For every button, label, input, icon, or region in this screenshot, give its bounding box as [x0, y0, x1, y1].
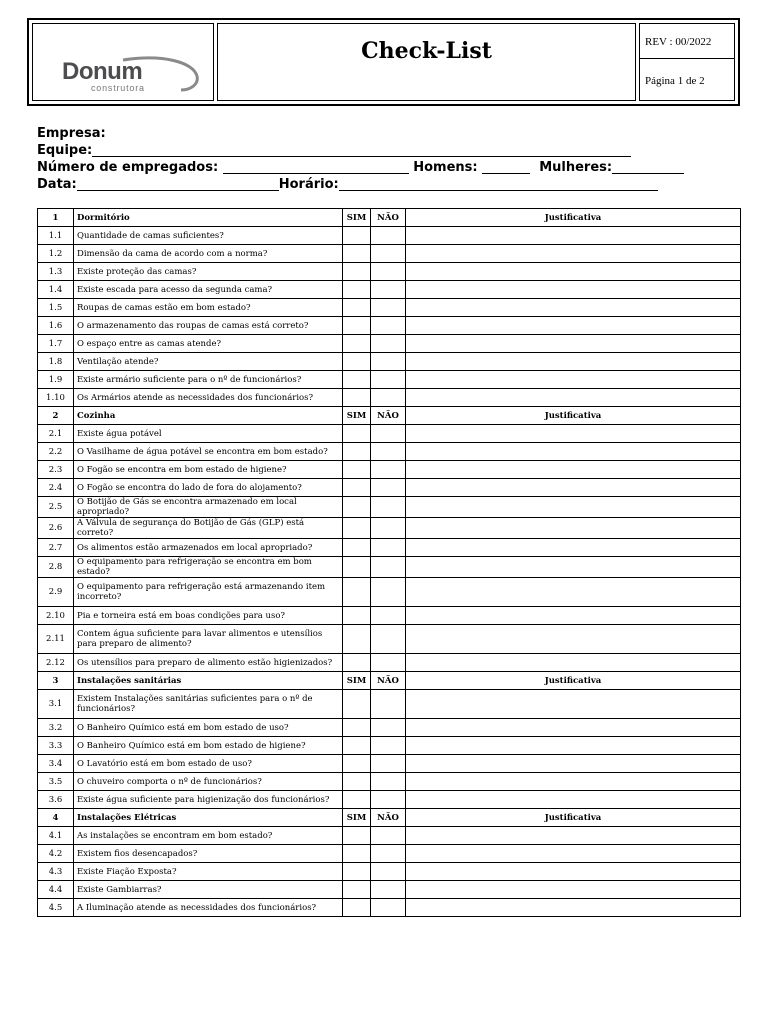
item-number: 1.9 — [38, 371, 74, 389]
table-row — [38, 518, 741, 539]
table-row — [38, 654, 741, 672]
table-row — [38, 281, 741, 299]
item-question: Existe água potável — [74, 425, 343, 443]
item-question: Os Armários atende as necessidades dos funcionários? — [74, 389, 343, 407]
blank-homens[interactable] — [482, 161, 530, 174]
document-header — [27, 18, 740, 106]
col-nao-header: NÃO — [371, 809, 406, 827]
nao-cell[interactable] — [371, 263, 406, 281]
item-question: Existe Fiação Exposta? — [74, 863, 343, 881]
item-number: 1.6 — [38, 317, 74, 335]
table-row — [38, 245, 741, 263]
table-row — [38, 557, 741, 578]
col-sim-header: SIM — [343, 809, 371, 827]
table-row — [38, 719, 741, 737]
nao-cell[interactable] — [371, 690, 406, 719]
justificativa-cell[interactable] — [406, 353, 741, 371]
justificativa-cell[interactable] — [406, 827, 741, 845]
col-nao-header: NÃO — [371, 209, 406, 227]
sim-cell[interactable] — [343, 299, 371, 317]
section-title: Instalações Elétricas — [74, 809, 343, 827]
label-num-empregados: Número de empregados: — [37, 160, 219, 175]
sim-cell[interactable] — [343, 557, 371, 578]
justificativa-cell[interactable] — [406, 899, 741, 917]
item-number: 1.3 — [38, 263, 74, 281]
label-homens: Homens: — [413, 160, 478, 175]
justificativa-cell[interactable] — [406, 443, 741, 461]
justificativa-cell[interactable] — [406, 755, 741, 773]
blank-data[interactable] — [77, 178, 279, 191]
item-question: Dimensão da cama de acordo com a norma? — [74, 245, 343, 263]
nao-cell[interactable] — [371, 755, 406, 773]
col-nao-header: NÃO — [371, 407, 406, 425]
item-question: As instalações se encontram em bom estado? — [74, 827, 343, 845]
nao-cell[interactable] — [371, 389, 406, 407]
item-question: O Vasilhame de água potável se encontra em bom estado? — [74, 443, 343, 461]
item-number: 1.4 — [38, 281, 74, 299]
item-question: A Iluminação atende as necessidades dos funcionários? — [74, 899, 343, 917]
table-row — [38, 425, 741, 443]
header-meta — [639, 23, 735, 101]
nao-cell[interactable] — [371, 863, 406, 881]
nao-cell[interactable] — [371, 371, 406, 389]
justificativa-cell[interactable] — [406, 539, 741, 557]
section-number: 3 — [38, 672, 74, 690]
item-number: 3.2 — [38, 719, 74, 737]
justificativa-cell[interactable] — [406, 263, 741, 281]
nao-cell[interactable] — [371, 899, 406, 917]
item-question: O Banheiro Químico está em bom estado de uso? — [74, 719, 343, 737]
table-row — [38, 443, 741, 461]
item-question: O equipamento para refrigeração está armazenando item incorreto? — [74, 578, 343, 607]
table-row — [38, 899, 741, 917]
label-equipe: Equipe: — [37, 143, 93, 158]
item-question: O Banheiro Químico está em bom estado de higiene? — [74, 737, 343, 755]
item-question: Existem Instalações sanitárias suficientes para o nº de funcionários? — [74, 690, 343, 719]
table-row — [38, 737, 741, 755]
col-justificativa-header: Justificativa — [406, 809, 741, 827]
item-number: 3.4 — [38, 755, 74, 773]
col-sim-header: SIM — [343, 209, 371, 227]
table-row — [38, 389, 741, 407]
sim-cell[interactable] — [343, 389, 371, 407]
justificativa-cell[interactable] — [406, 299, 741, 317]
label-data: Data: — [37, 177, 77, 192]
item-number: 1.5 — [38, 299, 74, 317]
form-fields — [37, 125, 684, 193]
justificativa-cell[interactable] — [406, 557, 741, 578]
nao-cell[interactable] — [371, 335, 406, 353]
item-question: O Lavatório está em bom estado de uso? — [74, 755, 343, 773]
item-question: Contem água suficiente para lavar alimentos e utensílios para preparo de alimento? — [74, 625, 343, 654]
item-number: 4.4 — [38, 881, 74, 899]
label-horario: Horário: — [278, 177, 339, 192]
nao-cell[interactable] — [371, 227, 406, 245]
table-row — [38, 773, 741, 791]
section-header-row — [38, 407, 741, 425]
table-row — [38, 690, 741, 719]
table-row — [38, 497, 741, 518]
justificativa-cell[interactable] — [406, 690, 741, 719]
justificativa-cell[interactable] — [406, 625, 741, 654]
nao-cell[interactable] — [371, 719, 406, 737]
justificativa-cell[interactable] — [406, 281, 741, 299]
item-question: O espaço entre as camas atende? — [74, 335, 343, 353]
justificativa-cell[interactable] — [406, 607, 741, 625]
section-header-row — [38, 809, 741, 827]
nao-cell[interactable] — [371, 317, 406, 335]
item-question: Ventilação atende? — [74, 353, 343, 371]
justificativa-cell[interactable] — [406, 791, 741, 809]
blank-horario[interactable] — [339, 178, 658, 191]
sim-cell[interactable] — [343, 607, 371, 625]
item-question: O Botijão de Gás se encontra armazenado em local apropriado? — [74, 497, 343, 518]
sim-cell[interactable] — [343, 755, 371, 773]
item-number: 2.9 — [38, 578, 74, 607]
section-header-row — [38, 209, 741, 227]
table-row — [38, 539, 741, 557]
item-number: 2.4 — [38, 479, 74, 497]
nao-cell[interactable] — [371, 881, 406, 899]
nao-cell[interactable] — [371, 827, 406, 845]
nao-cell[interactable] — [371, 773, 406, 791]
justificativa-cell[interactable] — [406, 425, 741, 443]
section-title: Instalações sanitárias — [74, 672, 343, 690]
table-row — [38, 461, 741, 479]
field-empresa[interactable] — [37, 125, 684, 142]
label-mulheres: Mulheres: — [539, 160, 613, 175]
item-number: 2.3 — [38, 461, 74, 479]
nao-cell[interactable] — [371, 845, 406, 863]
justificativa-cell[interactable] — [406, 518, 741, 539]
justificativa-cell[interactable] — [406, 389, 741, 407]
item-number: 2.7 — [38, 539, 74, 557]
nao-cell[interactable] — [371, 299, 406, 317]
sim-cell[interactable] — [343, 539, 371, 557]
item-question: Existe Gambiarras? — [74, 881, 343, 899]
nao-cell[interactable] — [371, 518, 406, 539]
nao-cell[interactable] — [371, 737, 406, 755]
item-number: 4.2 — [38, 845, 74, 863]
item-number: 4.5 — [38, 899, 74, 917]
item-question: Existe proteção das camas? — [74, 263, 343, 281]
col-justificativa-header: Justificativa — [406, 209, 741, 227]
justificativa-cell[interactable] — [406, 845, 741, 863]
justificativa-cell[interactable] — [406, 317, 741, 335]
checklist-table — [37, 208, 741, 917]
sim-cell[interactable] — [343, 654, 371, 672]
sim-cell[interactable] — [343, 791, 371, 809]
table-row — [38, 625, 741, 654]
sim-cell[interactable] — [343, 719, 371, 737]
sim-cell[interactable] — [343, 773, 371, 791]
field-date-time[interactable] — [37, 176, 684, 193]
nao-cell[interactable] — [371, 654, 406, 672]
sim-cell[interactable] — [343, 497, 371, 518]
table-row — [38, 845, 741, 863]
col-justificativa-header: Justificativa — [406, 672, 741, 690]
label-empresa: Empresa: — [37, 126, 106, 141]
item-number: 2.11 — [38, 625, 74, 654]
item-question: A Válvula de segurança do Botijão de Gás (GLP) está correto? — [74, 518, 343, 539]
blank-mulheres[interactable] — [612, 161, 684, 174]
blank-equipe[interactable] — [92, 144, 631, 157]
blank-num-empregados[interactable] — [223, 161, 409, 174]
nao-cell[interactable] — [371, 578, 406, 607]
sim-cell[interactable] — [343, 317, 371, 335]
table-row — [38, 881, 741, 899]
sim-cell[interactable] — [343, 899, 371, 917]
justificativa-cell[interactable] — [406, 881, 741, 899]
item-question: Os alimentos estão armazenados em local apropriado? — [74, 539, 343, 557]
sim-cell[interactable] — [343, 371, 371, 389]
sim-cell[interactable] — [343, 281, 371, 299]
item-question: Pia e torneira está em boas condições para uso? — [74, 607, 343, 625]
justificativa-cell[interactable] — [406, 863, 741, 881]
item-number: 1.1 — [38, 227, 74, 245]
section-number: 1 — [38, 209, 74, 227]
sim-cell[interactable] — [343, 263, 371, 281]
col-nao-header: NÃO — [371, 672, 406, 690]
table-row — [38, 227, 741, 245]
col-sim-header: SIM — [343, 407, 371, 425]
table-row — [38, 263, 741, 281]
sim-cell[interactable] — [343, 518, 371, 539]
sim-cell[interactable] — [343, 227, 371, 245]
sim-cell[interactable] — [343, 737, 371, 755]
table-row — [38, 607, 741, 625]
section-number: 4 — [38, 809, 74, 827]
item-number: 2.6 — [38, 518, 74, 539]
item-question: O equipamento para refrigeração se encontra em bom estado? — [74, 557, 343, 578]
justificativa-cell[interactable] — [406, 461, 741, 479]
sim-cell[interactable] — [343, 625, 371, 654]
table-row — [38, 299, 741, 317]
item-number: 2.10 — [38, 607, 74, 625]
field-employees[interactable] — [37, 159, 684, 176]
sim-cell[interactable] — [343, 479, 371, 497]
justificativa-cell[interactable] — [406, 497, 741, 518]
item-number: 2.5 — [38, 497, 74, 518]
section-title: Cozinha — [74, 407, 343, 425]
item-question: Quantidade de camas suficientes? — [74, 227, 343, 245]
justificativa-cell[interactable] — [406, 719, 741, 737]
table-row — [38, 353, 741, 371]
justificativa-cell[interactable] — [406, 578, 741, 607]
nao-cell[interactable] — [371, 461, 406, 479]
table-row — [38, 755, 741, 773]
nao-cell[interactable] — [371, 557, 406, 578]
logo-subtitle: construtora — [91, 83, 145, 93]
table-row — [38, 335, 741, 353]
table-row — [38, 317, 741, 335]
table-row — [38, 479, 741, 497]
item-number: 1.2 — [38, 245, 74, 263]
item-question: Existe escada para acesso da segunda cama? — [74, 281, 343, 299]
nao-cell[interactable] — [371, 353, 406, 371]
nao-cell[interactable] — [371, 281, 406, 299]
nao-cell[interactable] — [371, 497, 406, 518]
nao-cell[interactable] — [371, 625, 406, 654]
nao-cell[interactable] — [371, 539, 406, 557]
revision-label: REV : 00/2022 — [639, 23, 735, 59]
sim-cell[interactable] — [343, 425, 371, 443]
table-row — [38, 863, 741, 881]
logo-box — [32, 23, 214, 101]
item-question: Roupas de camas estão em bom estado? — [74, 299, 343, 317]
item-number: 1.10 — [38, 389, 74, 407]
sim-cell[interactable] — [343, 881, 371, 899]
item-question: O chuveiro comporta o nº de funcionários? — [74, 773, 343, 791]
table-row — [38, 791, 741, 809]
justificativa-cell[interactable] — [406, 479, 741, 497]
sim-cell[interactable] — [343, 845, 371, 863]
sim-cell[interactable] — [343, 827, 371, 845]
nao-cell[interactable] — [371, 791, 406, 809]
nao-cell[interactable] — [371, 607, 406, 625]
item-number: 3.6 — [38, 791, 74, 809]
table-row — [38, 371, 741, 389]
item-question: O Fogão se encontra do lado de fora do alojamento? — [74, 479, 343, 497]
sim-cell[interactable] — [343, 461, 371, 479]
nao-cell[interactable] — [371, 425, 406, 443]
nao-cell[interactable] — [371, 443, 406, 461]
item-number: 2.12 — [38, 654, 74, 672]
section-title: Dormitório — [74, 209, 343, 227]
item-number: 4.1 — [38, 827, 74, 845]
sim-cell[interactable] — [343, 690, 371, 719]
item-number: 3.5 — [38, 773, 74, 791]
section-number: 2 — [38, 407, 74, 425]
nao-cell[interactable] — [371, 245, 406, 263]
item-question: O armazenamento das roupas de camas está correto? — [74, 317, 343, 335]
item-question: Existem fios desencapados? — [74, 845, 343, 863]
field-equipe[interactable] — [37, 142, 684, 159]
justificativa-cell[interactable] — [406, 737, 741, 755]
document-title: Check-List — [217, 23, 636, 101]
section-header-row — [38, 672, 741, 690]
item-number: 3.3 — [38, 737, 74, 755]
sim-cell[interactable] — [343, 245, 371, 263]
sim-cell[interactable] — [343, 353, 371, 371]
justificativa-cell[interactable] — [406, 773, 741, 791]
item-question: O Fogão se encontra em bom estado de higiene? — [74, 461, 343, 479]
col-justificativa-header: Justificativa — [406, 407, 741, 425]
item-number: 2.8 — [38, 557, 74, 578]
justificativa-cell[interactable] — [406, 371, 741, 389]
item-question: Existe armário suficiente para o nº de funcionários? — [74, 371, 343, 389]
col-sim-header: SIM — [343, 672, 371, 690]
nao-cell[interactable] — [371, 479, 406, 497]
sim-cell[interactable] — [343, 578, 371, 607]
item-question: Existe água suficiente para higienização dos funcionários? — [74, 791, 343, 809]
item-number: 3.1 — [38, 690, 74, 719]
item-number: 2.1 — [38, 425, 74, 443]
justificativa-cell[interactable] — [406, 245, 741, 263]
sim-cell[interactable] — [343, 335, 371, 353]
item-question: Os utensílios para preparo de alimento estão higienizados? — [74, 654, 343, 672]
item-number: 2.2 — [38, 443, 74, 461]
item-number: 4.3 — [38, 863, 74, 881]
sim-cell[interactable] — [343, 443, 371, 461]
justificativa-cell[interactable] — [406, 335, 741, 353]
table-row — [38, 827, 741, 845]
table-row — [38, 578, 741, 607]
page-number: Página 1 de 2 — [639, 59, 735, 101]
item-number: 1.8 — [38, 353, 74, 371]
logo-name: Donum — [62, 58, 143, 85]
justificativa-cell[interactable] — [406, 654, 741, 672]
justificativa-cell[interactable] — [406, 227, 741, 245]
item-number: 1.7 — [38, 335, 74, 353]
sim-cell[interactable] — [343, 863, 371, 881]
